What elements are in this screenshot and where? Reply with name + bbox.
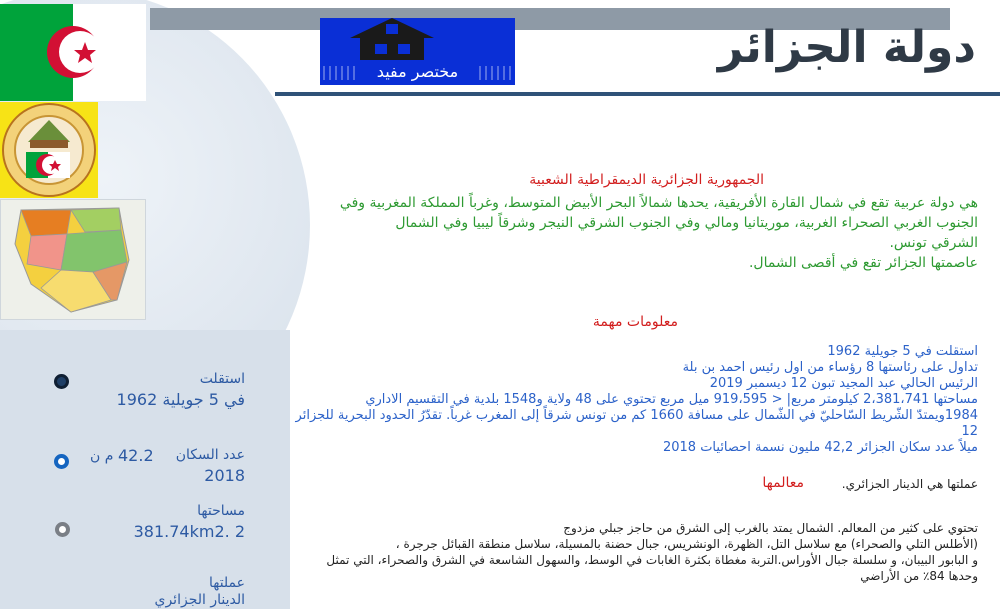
intro-line: الجنوب الغربي الصحراء الغربية، موريتانيا ومالي وفي الجنوب الشرقي النيجر وشرقاً ليبيا وفي الشمال <box>395 215 978 231</box>
sidebar-value-area: 2 .381.74km2 <box>133 522 245 541</box>
landmarks-line: و البابور البيبان، و سلسلة جبال الأوراس.التربة مغطاة بكثرة الغابات في الوسط، والسهول الشاسعة في الشرق والصحراء، التي تمثل <box>326 553 978 567</box>
landmarks-line: (الأطلس التلي والصحراء) مع سلاسل التل، الظهرة، الونشريس، جبال حضنة بالمسيلة، سلاسل منطقة القبائل جرجرة ، <box>395 537 978 551</box>
intro-paragraph <box>278 193 978 273</box>
sidebar-panel <box>0 330 290 609</box>
info-line: مساحتها 2،381،741 كيلومتر مربع| < 919،595 ميل مربع تحتوي على 48 ولاية و1548 بلدية في التقسيم الاداري <box>365 392 978 407</box>
intro-heading: الجمهورية الجزائرية الديمقراطية الشعبية <box>529 172 764 188</box>
intro-line: عاصمتها الجزائر تقع في أقصى الشمال. <box>748 255 978 271</box>
currency-line: عملتها هي الدينار الجزائري. <box>841 477 978 491</box>
sidebar-value-population: 42.2 <box>118 446 154 465</box>
landmarks-heading: معالمها <box>762 475 804 491</box>
sidebar-value-currency: الدينار الجزائري <box>154 592 245 608</box>
title-divider <box>275 92 1000 96</box>
timeline-dot <box>54 374 69 389</box>
intro-line: الشرقي تونس. <box>889 235 978 251</box>
sidebar-label-area: مساحتها <box>197 503 245 519</box>
info-line: 1984ويمتدّ الشّريط السّاحليّ في الشّمال على مسافة 1660 كم من تونس شرقاً إلى المغرب غرباً. تقدّرُ الحدود البحرية للجزائر 12 <box>295 408 978 439</box>
landmarks-paragraph <box>268 520 978 584</box>
sidebar-value-independence: في 5 جويلية 1962 <box>116 390 245 409</box>
sidebar-unit-population: م ن <box>90 448 114 464</box>
intro-line: هي دولة عربية تقع في شمال القارة الأفريقية، يحدها شمالاً البحر الأبيض المتوسط، وغرباً المملكة المغربية وفي <box>339 195 978 211</box>
timeline-dot <box>54 454 69 469</box>
info-line: تداول على رئاستها 8 رؤساء من اول رئيس احمد بن بلة <box>682 360 978 375</box>
important-heading: معلومات مهمة <box>592 314 678 330</box>
landmarks-line: تحتوي على كثير من المعالم. الشمال يمتد بالغرب إلى الشرق من حاجز جبلي مزدوج <box>563 521 978 535</box>
sidebar-year-population: 2018 <box>204 466 245 485</box>
sidebar-label-population: عدد السكان <box>175 447 245 463</box>
timeline-dot <box>55 522 70 537</box>
info-line: ميلاً عدد سكان الجزائر 42,2 مليون نسمة احصائيات 2018 <box>662 440 978 455</box>
info-line: استقلت في 5 جويلية 1962 <box>827 344 978 359</box>
important-list <box>288 344 978 456</box>
state-emblem <box>0 102 98 198</box>
sidebar-label-currency: عملتها <box>208 575 245 591</box>
info-line: الرئيس الحالي عبد المجيد تبون 12 ديسمبر 2019 <box>709 376 978 391</box>
logo-text: مختصر مفيد <box>376 62 459 81</box>
landmarks-line: وحدها 84٪ من الأراضي <box>860 569 978 583</box>
algeria-flag <box>0 4 146 101</box>
algeria-map <box>0 199 146 320</box>
sidebar-label-independence: استقلت <box>199 371 245 387</box>
page-title: دولة الجزائر <box>717 22 976 73</box>
